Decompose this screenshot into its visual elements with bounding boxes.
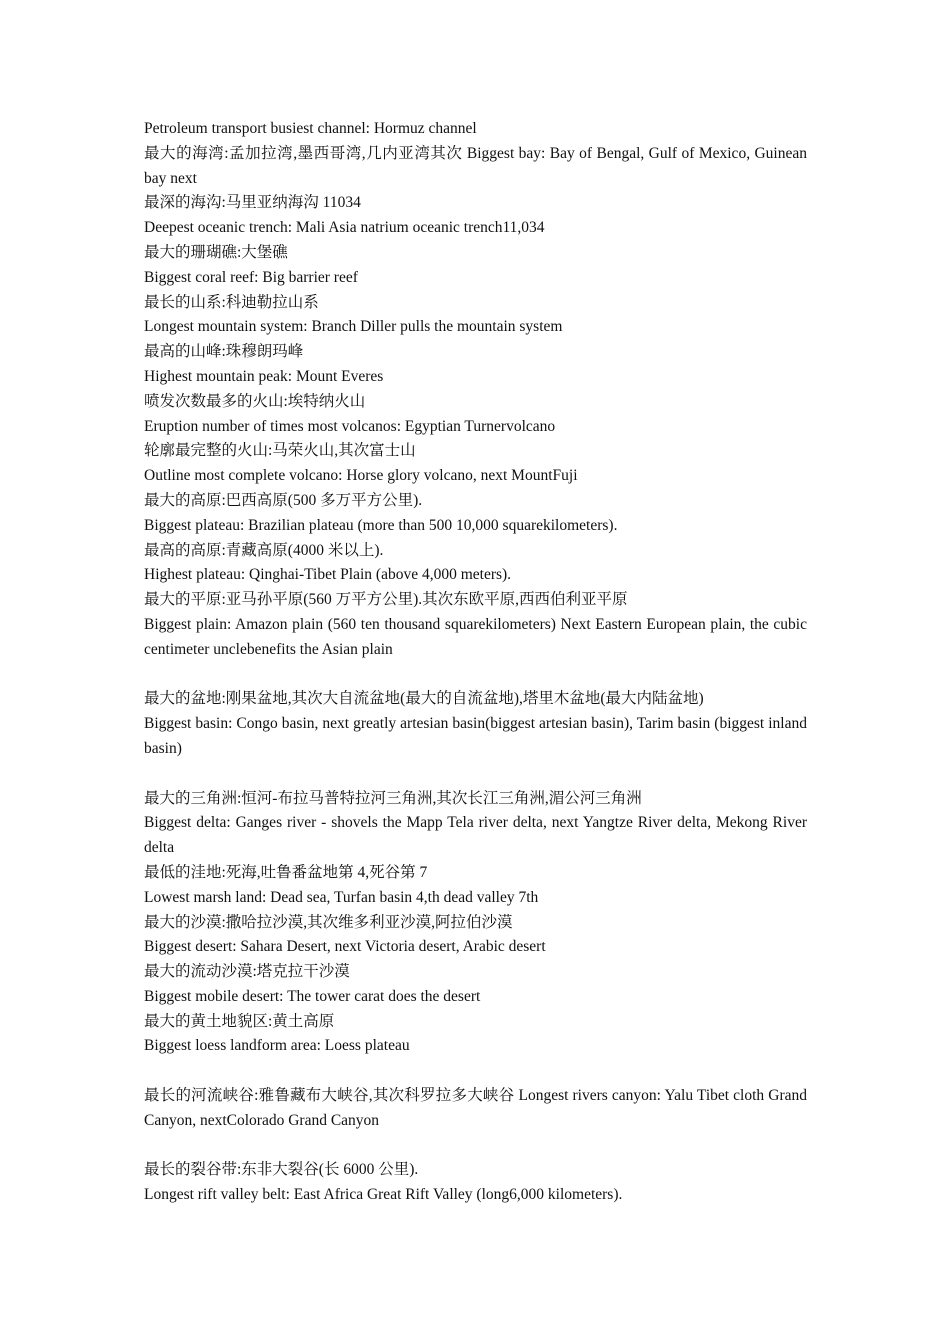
text-line: 最大的珊瑚礁:大堡礁 <box>144 243 288 261</box>
text-line: Longest rift valley belt: East Africa Great Rift Valley (long6,000 kilometers). <box>144 1186 623 1204</box>
text-line: 最高的山峰:珠穆朗玛峰 <box>144 343 304 361</box>
paragraph-spacer <box>144 1059 807 1084</box>
text-line: 最长的山系:科迪勒拉山系 <box>144 293 319 311</box>
text-line: 最大的沙漠:撒哈拉沙漠,其次维多利亚沙漠,阿拉伯沙漠 <box>144 913 513 931</box>
paragraph-spacer <box>144 663 807 688</box>
text-line: 最大的三角洲:恒河-布拉马普特拉河三角洲,其次长江三角洲,湄公河三角洲 <box>144 789 642 807</box>
text-line: 最深的海沟:马里亚纳海沟 11034 <box>144 194 361 212</box>
text-line: Deepest oceanic trench: Mali Asia natrium oceanic trench11,034 <box>144 219 545 237</box>
text-line: Petroleum transport busiest channel: Hormuz channel <box>144 120 477 137</box>
document-body <box>144 117 807 1208</box>
text-line: 最高的高原:青藏高原(4000 米以上). <box>144 541 384 559</box>
text-line: Highest plateau: Qinghai-Tibet Plain (above 4,000 meters). <box>144 566 512 584</box>
text-line: Biggest basin: Congo basin, next greatly artesian basin(biggest artesian basin), Tarim basin (biggest inland basin) <box>144 715 807 757</box>
text-line: Eruption number of times most volcanos: Egyptian Turnervolcano <box>144 417 556 435</box>
text-line: Lowest marsh land: Dead sea, Turfan basin 4,th dead valley 7th <box>144 888 539 906</box>
text-line: 最大的海湾:孟加拉湾,墨西哥湾,几内亚湾其次 Biggest bay: Bay of Bengal, Gulf of Mexico, Guinean bay next <box>144 144 807 187</box>
text-line: Biggest coral reef: Big barrier reef <box>144 268 358 286</box>
text-line: 最低的洼地:死海,吐鲁番盆地第 4,死谷第 7 <box>144 863 428 881</box>
text-line: Biggest loess landform area: Loess plateau <box>144 1037 410 1055</box>
text-line: 最大的盆地:刚果盆地,其次大自流盆地(最大的自流盆地),塔里木盆地(最大内陆盆地) <box>144 690 704 708</box>
text-line: 最大的平原:亚马孙平原(560 万平方公里).其次东欧平原,西西伯利亚平原 <box>144 591 628 609</box>
text-line: 最长的河流峡谷:雅鲁藏布大峡谷,其次科罗拉多大峡谷 Longest rivers canyon: Yalu Tibet cloth Grand Canyon, nextColorado Grand Canyon <box>144 1087 807 1129</box>
paragraph-spacer <box>144 762 807 787</box>
text-line: Biggest mobile desert: The tower carat does the desert <box>144 987 481 1005</box>
text-line: 喷发次数最多的火山:埃特纳火山 <box>144 392 366 410</box>
text-line: Biggest desert: Sahara Desert, next Victoria desert, Arabic desert <box>144 938 546 956</box>
paragraph-spacer <box>144 1134 807 1159</box>
text-line: Biggest plateau: Brazilian plateau (more than 500 10,000 squarekilometers). <box>144 516 618 534</box>
text-line: Biggest plain: Amazon plain (560 ten thousand squarekilometers) Next Eastern European plain, the cubic centimeter unclebenefits the Asian plain <box>144 615 807 658</box>
text-line: Highest mountain peak: Mount Everes <box>144 367 384 385</box>
text-line: 最大的高原:巴西高原(500 多万平方公里). <box>144 491 423 509</box>
text-line: 轮廓最完整的火山:马荣火山,其次富士山 <box>144 442 416 460</box>
text-line: 最大的流动沙漠:塔克拉干沙漠 <box>144 963 350 981</box>
text-line: Longest mountain system: Branch Diller pulls the mountain system <box>144 318 563 336</box>
text-line: Biggest delta: Ganges river - shovels the Mapp Tela river delta, next Yangtze River delta, Mekong River delta <box>144 814 807 857</box>
text-line: 最长的裂谷带:东非大裂谷(长 6000 公里). <box>144 1161 419 1179</box>
text-line: 最大的黄土地貌区:黄土高原 <box>144 1012 335 1030</box>
text-line: Outline most complete volcano: Horse glory volcano, next MountFuji <box>144 467 578 485</box>
